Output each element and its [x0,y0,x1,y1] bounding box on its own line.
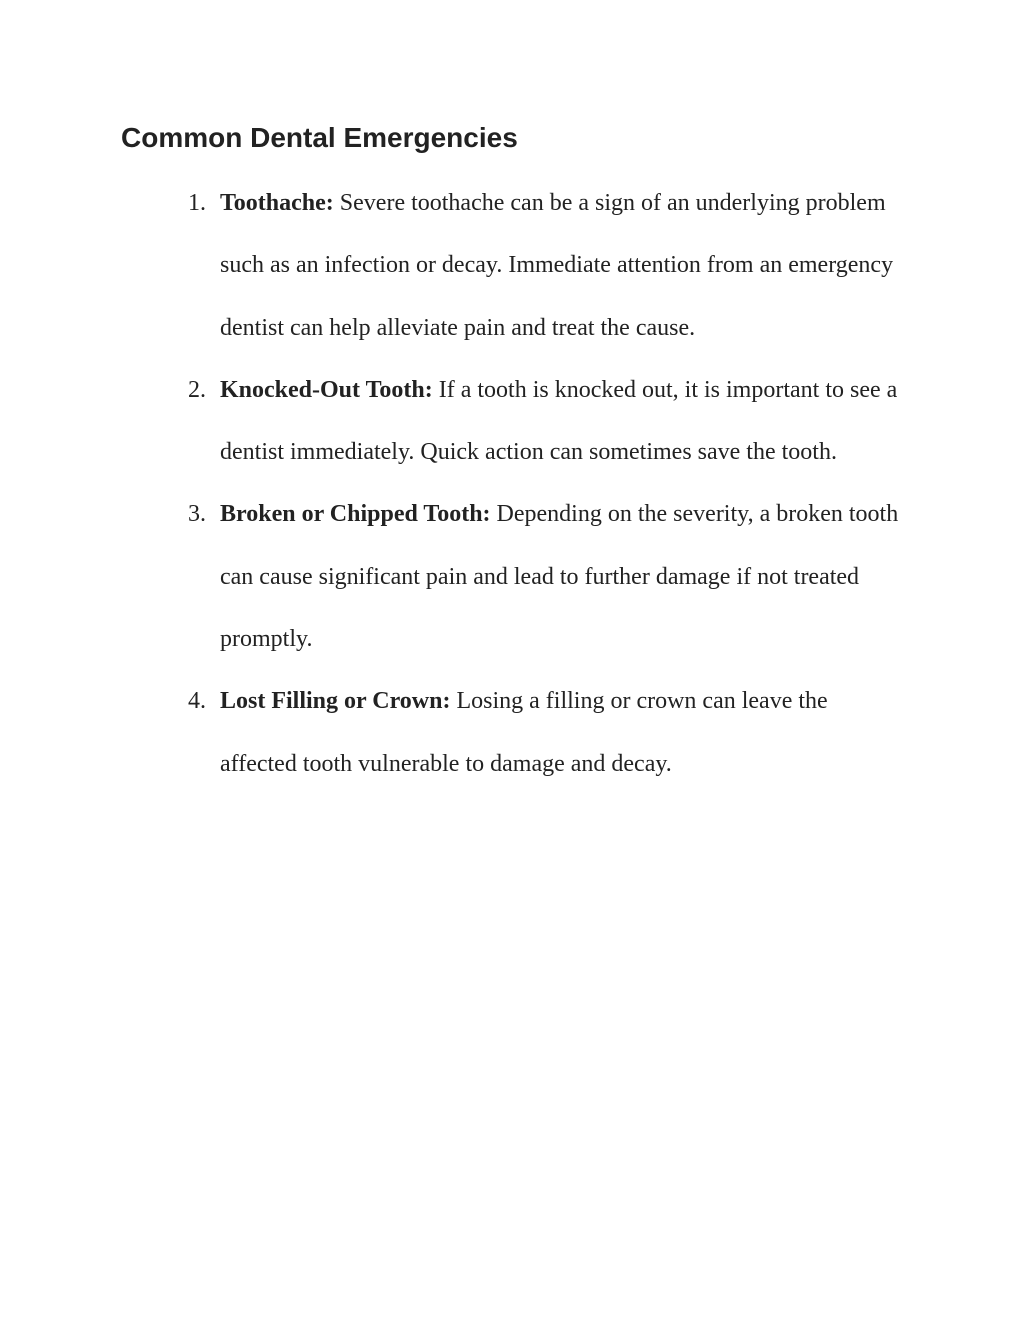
list-number: 2. [188,376,206,403]
list-item-broken-tooth [188,483,910,670]
list-number: 3. [188,501,206,528]
list-item-lost-filling [188,670,910,795]
item-description: Losing a filling or crown can leave the affected tooth vulnerable to damage and decay. [220,688,828,777]
item-description: Depending on the severity, a broken tooth can cause significant pain and lead to further damage if not treated promptly. [220,501,899,653]
section-heading: Common Dental Emergencies [121,122,518,153]
list-number: 1. [188,190,206,216]
item-term: Lost Filling or Crown: [220,688,451,715]
item-term: Broken or Chipped Tooth: [220,501,491,528]
item-term: Knocked-Out Tooth: [220,376,433,403]
list-number: 4. [188,688,206,715]
list-item-toothache [188,172,910,359]
item-term: Toothache: [220,190,334,216]
item-description: Severe toothache can be a sign of an underlying problem such as an infection or decay. Immediate attention from an emergency dentist can help alleviate pain and treat the cause. [220,190,894,341]
list-item-knocked-out-tooth [188,359,910,484]
item-description: If a tooth is knocked out, it is important to see a dentist immediately. Quick action can sometimes save the tooth. [220,376,898,466]
emergency-list [188,172,910,795]
